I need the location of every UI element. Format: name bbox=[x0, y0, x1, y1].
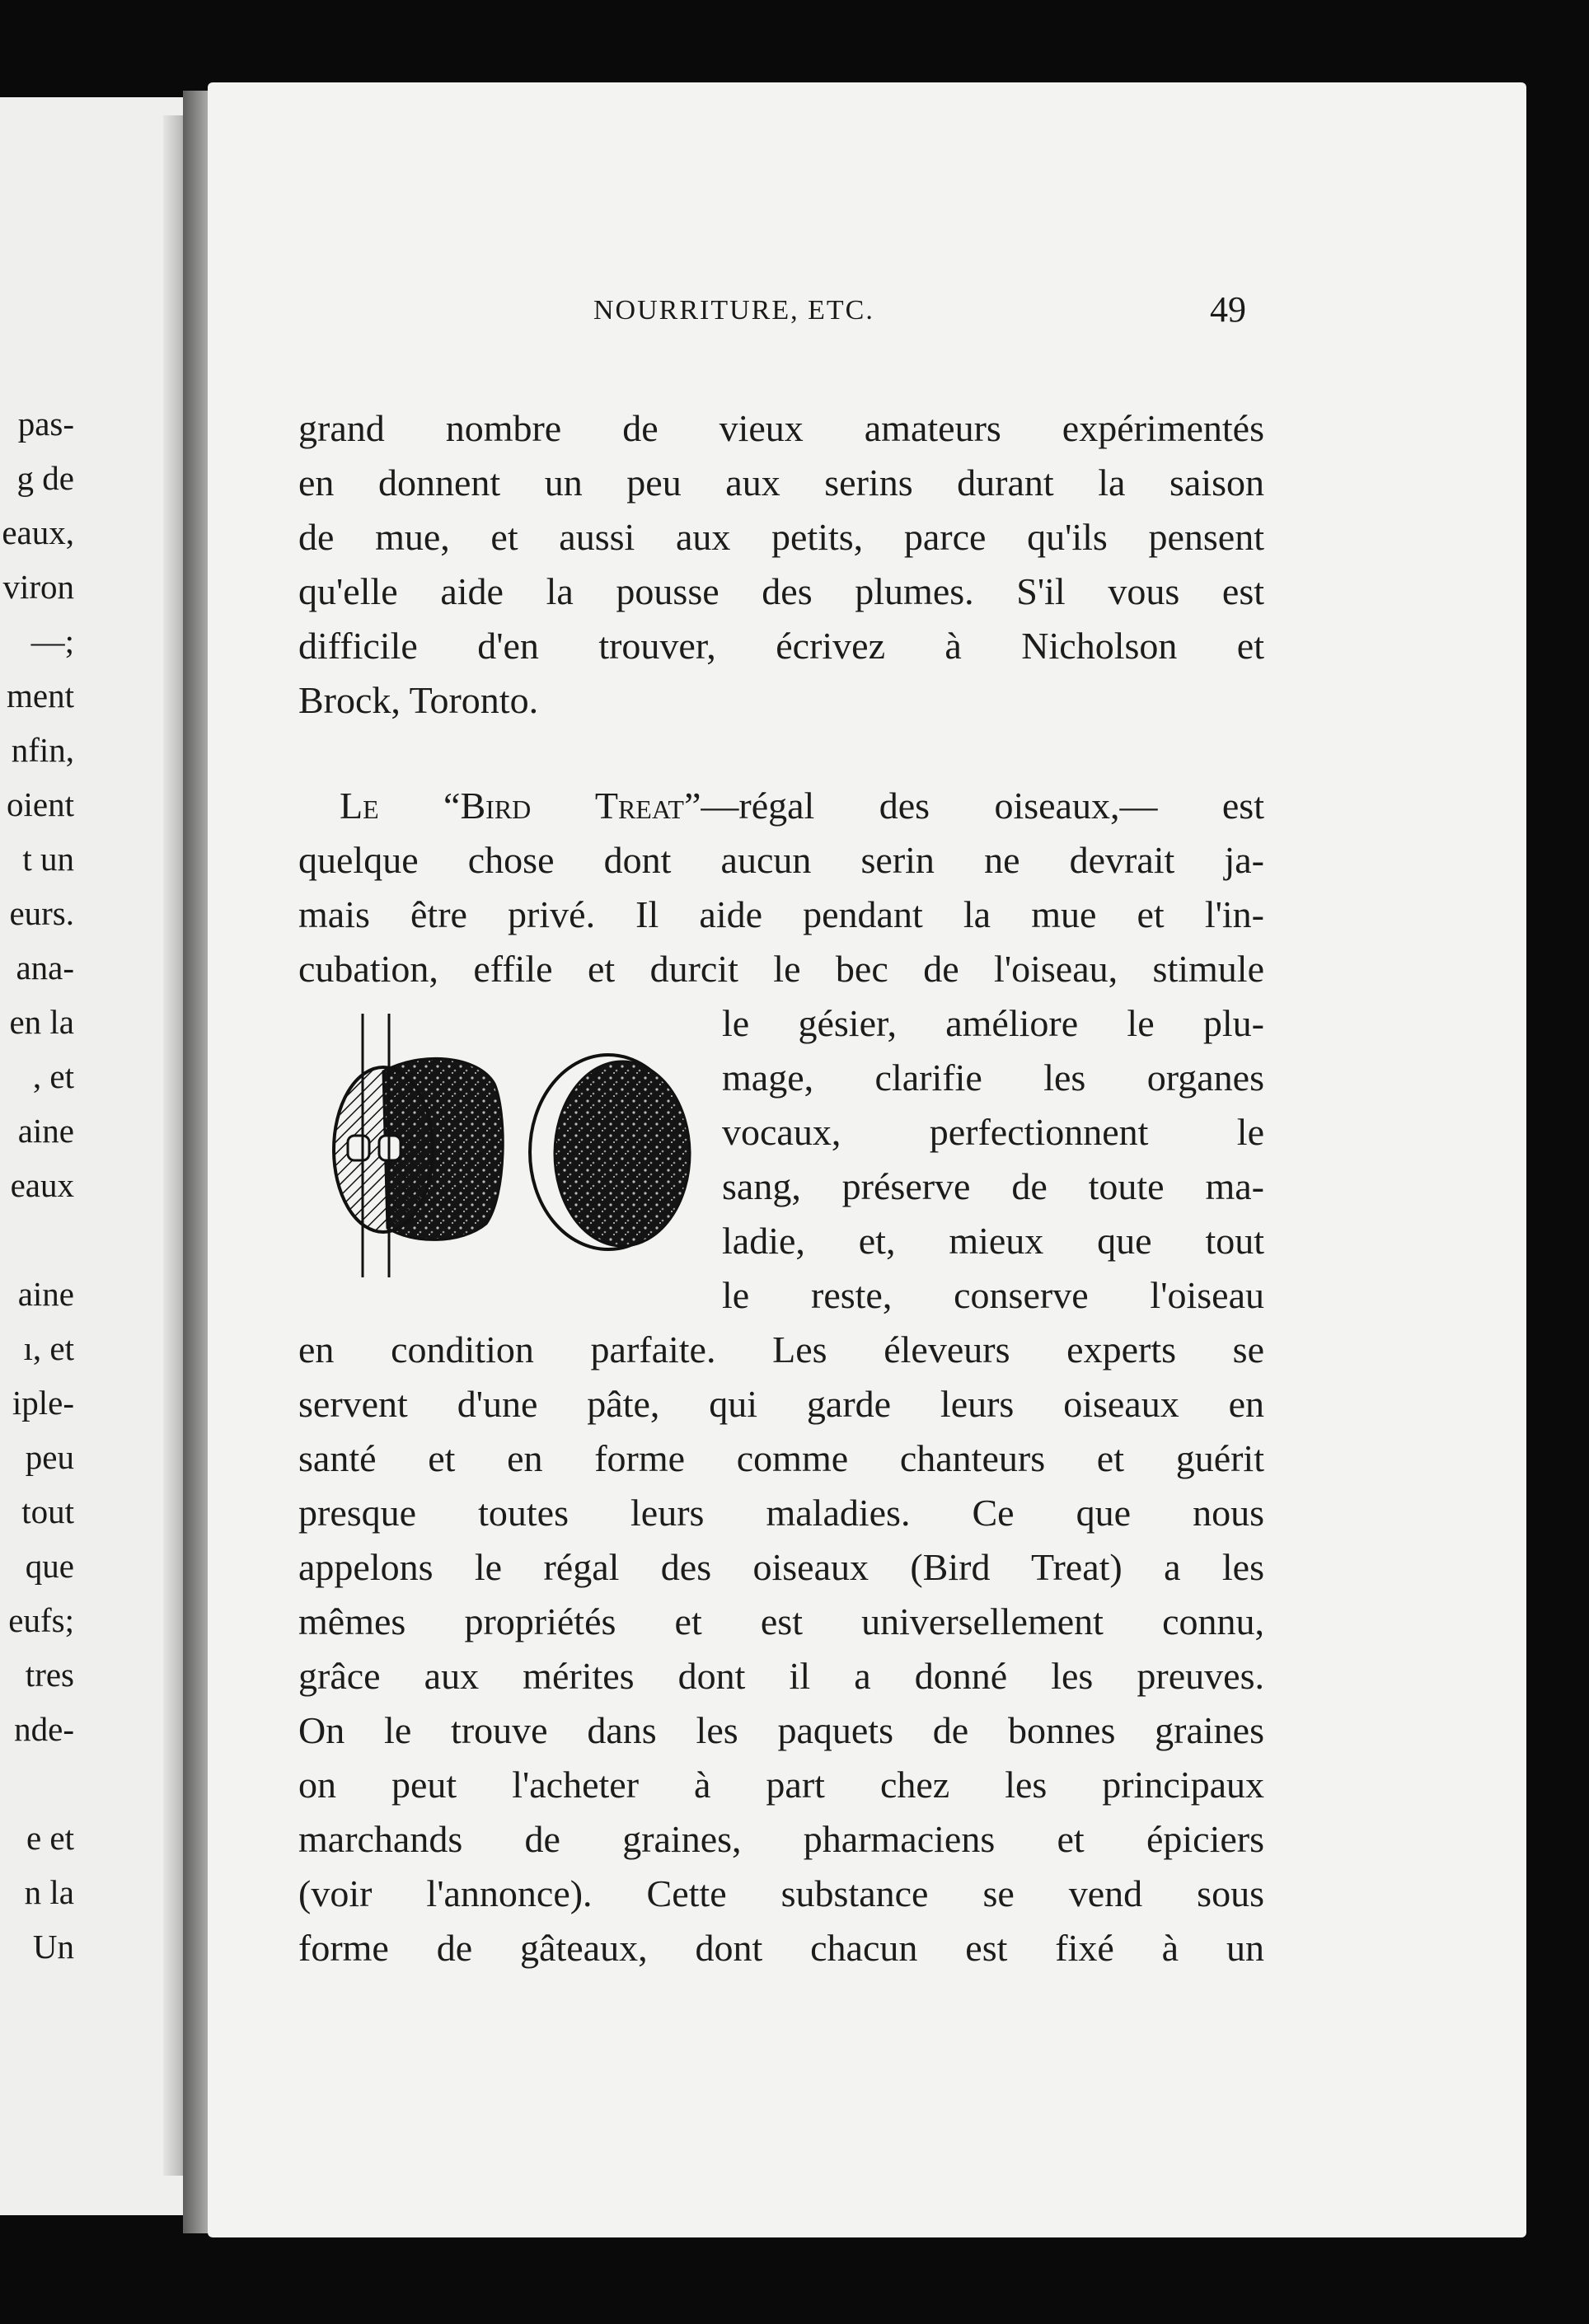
left-page-line: ı, et bbox=[23, 1329, 74, 1367]
cake-side-view bbox=[334, 1014, 503, 1277]
paragraph-2-opening bbox=[340, 781, 1264, 831]
text-line: mais être privé. Il aide pendant la mue et l'in- bbox=[298, 893, 1264, 935]
running-title: NOURRITURE, ETC. bbox=[593, 295, 874, 326]
text-line: cubation, effile et durcit le bec de l'oiseau, stimule bbox=[298, 948, 1264, 990]
text-line: forme de gâteaux, dont chacun est fixé à un bbox=[298, 1927, 1264, 1969]
left-page-line: tres bbox=[25, 1656, 74, 1694]
text-line: (voir l'annonce). Cette substance se vend sous bbox=[298, 1872, 1264, 1914]
text-line: on peut l'acheter à part chez les principaux bbox=[298, 1764, 1264, 1806]
left-page-line: nde- bbox=[14, 1710, 74, 1748]
left-page-line: t un bbox=[22, 840, 74, 878]
left-page-line: en la bbox=[9, 1003, 74, 1041]
text-line: santé et en forme comme chanteurs et guérit bbox=[298, 1437, 1264, 1479]
text-line: mêmes propriétés et est universellement connu, bbox=[298, 1600, 1264, 1642]
left-page-line: n la bbox=[24, 1873, 74, 1911]
left-page-line: ana- bbox=[16, 949, 74, 986]
left-page-line: aine bbox=[17, 1112, 74, 1150]
text-line: presque toutes leurs maladies. Ce que nous bbox=[298, 1492, 1264, 1534]
left-page-line: viron bbox=[2, 568, 74, 606]
text-line: le gésier, améliore le plu- bbox=[722, 1002, 1264, 1044]
text-line: qu'elle aide la pousse des plumes. S'il vous est bbox=[298, 570, 1264, 612]
left-page-line: peu bbox=[25, 1438, 74, 1476]
left-page-line: eurs. bbox=[9, 894, 74, 932]
left-page-line: e et bbox=[26, 1819, 74, 1857]
bird-treat-cake-illustration bbox=[297, 1005, 709, 1302]
text-line: grâce aux mérites dont il a donné les preuves. bbox=[298, 1655, 1264, 1697]
opening-rest: —régal des oiseaux,— est bbox=[701, 785, 1264, 827]
left-page-line: oient bbox=[7, 785, 74, 823]
text-line: appelons le régal des oiseaux (Bird Treat) a les bbox=[298, 1546, 1264, 1588]
text-line: en condition parfaite. Les éleveurs experts se bbox=[298, 1328, 1264, 1371]
text-line: de mue, et aussi aux petits, parce qu'ils pensent bbox=[298, 516, 1264, 558]
text-line: sang, préserve de toute ma- bbox=[722, 1165, 1264, 1207]
left-page-line: —; bbox=[30, 622, 74, 660]
text-line: vocaux, perfectionnent le bbox=[722, 1111, 1264, 1153]
left-page-line: que bbox=[25, 1547, 74, 1585]
left-page-line: eufs; bbox=[8, 1601, 74, 1639]
text-line: le reste, conserve l'oiseau bbox=[722, 1274, 1264, 1316]
text-line: ladie, et, mieux que tout bbox=[722, 1220, 1264, 1262]
text-line: mage, clarifie les organes bbox=[722, 1057, 1264, 1099]
text-line: en donnent un peu aux serins durant la saison bbox=[298, 462, 1264, 504]
left-page-line: g de bbox=[16, 459, 74, 497]
text-line: quelque chose dont aucun serin ne devrait ja- bbox=[298, 839, 1264, 881]
text-line: On le trouve dans les paquets de bonnes graines bbox=[298, 1709, 1264, 1751]
text-line: servent d'une pâte, qui garde leurs oiseaux en bbox=[298, 1383, 1264, 1425]
left-page-line: eaux, bbox=[2, 513, 74, 551]
left-page-line: iple- bbox=[12, 1384, 74, 1422]
text-line: grand nombre de vieux amateurs expérimentés bbox=[298, 407, 1264, 449]
page-number: 49 bbox=[1210, 289, 1246, 330]
left-page-line: tout bbox=[21, 1492, 74, 1530]
left-page-line: , et bbox=[32, 1057, 74, 1095]
text-line: Brock, Toronto. bbox=[298, 679, 539, 721]
left-page-line: nfin, bbox=[11, 731, 74, 769]
left-page-line: pas- bbox=[17, 405, 74, 443]
text-line: marchands de graines, pharmaciens et épiciers bbox=[298, 1818, 1264, 1860]
left-page-line: aine bbox=[17, 1275, 74, 1313]
cake-front-view bbox=[530, 1055, 690, 1249]
left-page-line: Un bbox=[32, 1928, 74, 1966]
bird-treat-title: Le “Bird Treat” bbox=[340, 785, 701, 827]
text-line: difficile d'en trouver, écrivez à Nicholson et bbox=[298, 625, 1264, 667]
left-page-line: ment bbox=[7, 677, 74, 715]
left-page-line: eaux bbox=[10, 1166, 74, 1204]
